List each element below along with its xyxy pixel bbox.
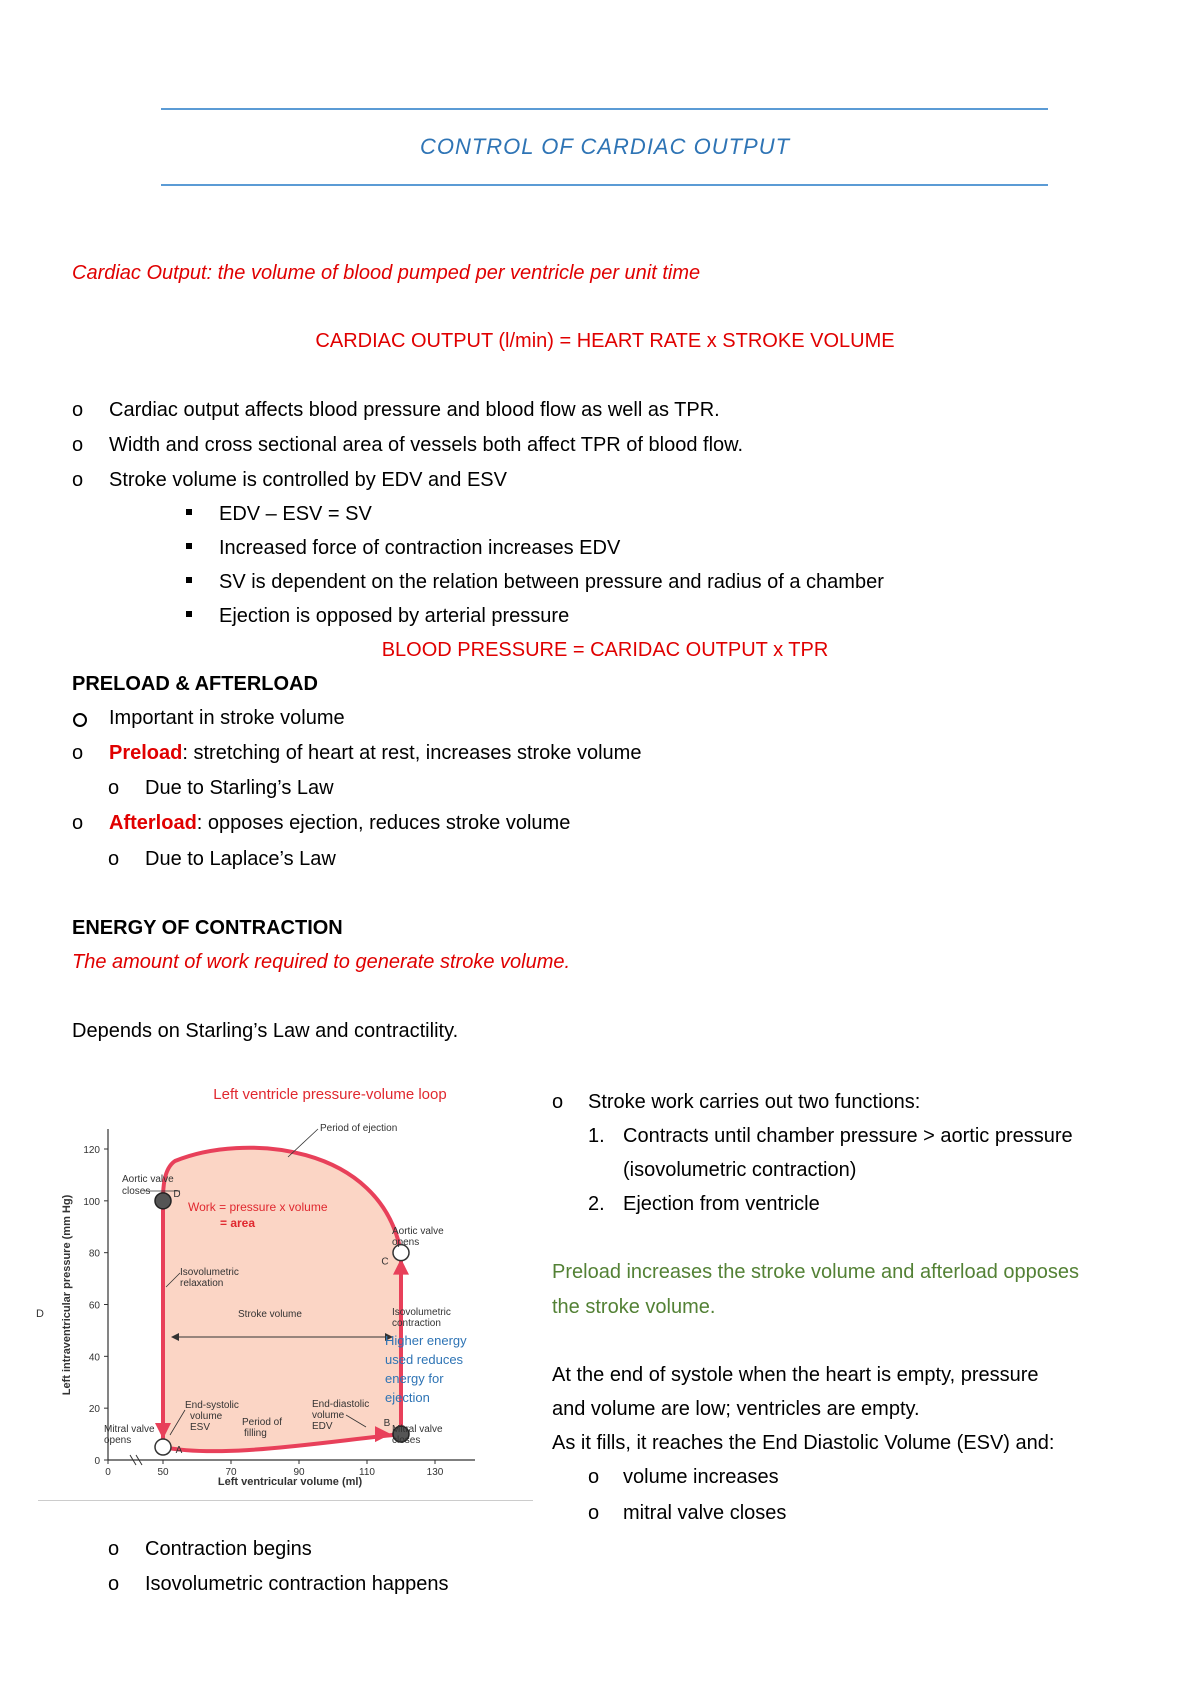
y-tick-label: 20 xyxy=(88,1404,100,1416)
y-tick-label: 120 xyxy=(83,1145,100,1156)
ann-stroke-volume: Stroke volume xyxy=(238,1309,302,1320)
bullet-text: Stroke volume is controlled by EDV and ESV xyxy=(109,469,507,491)
y-axis-label: Left intraventricular pressure (mm Hg) xyxy=(61,1194,73,1396)
ann-mitral-closes-2: closes xyxy=(392,1435,421,1446)
ann-aortic-opens-1: Aortic valve xyxy=(392,1226,444,1237)
bullet-text: Cardiac output affects blood pressure and blood flow as well as TPR. xyxy=(109,399,720,421)
figure-underline xyxy=(38,1500,533,1501)
preload-desc: : stretching of heart at rest, increases stroke volume xyxy=(182,742,642,764)
loop-point-a xyxy=(155,1439,171,1455)
bottom-item: Isovolumetric contraction happens xyxy=(145,1573,449,1595)
pv-loop-chart xyxy=(30,1075,540,1495)
ann-mitral-opens-1: Mitral valve xyxy=(104,1424,155,1435)
sub-item: mitral valve closes xyxy=(623,1502,787,1524)
ann-period-filling-1: Period of xyxy=(242,1417,283,1428)
num-2-text: Ejection from ventricle xyxy=(623,1193,820,1215)
ann-end-diastolic-1: End-diastolic xyxy=(312,1399,370,1410)
preload-heading: PRELOAD & AFTERLOAD xyxy=(72,673,318,695)
loop-point-label: D xyxy=(173,1188,181,1200)
bullet-text: Width and cross sectional area of vessels both affect TPR of blood flow. xyxy=(109,434,744,456)
systole-para-1: At the end of systole when the heart is empty, pressure xyxy=(552,1364,1039,1386)
green-statement-1: Preload increases the stroke volume and afterload opposes xyxy=(552,1261,1079,1283)
x-tick-label: 130 xyxy=(426,1467,444,1478)
ann-aortic-closes-2: closes xyxy=(122,1186,151,1197)
ann-higher-energy-1: Higher energy xyxy=(385,1333,467,1348)
ann-iso-relax-1: Isovolumetric xyxy=(180,1267,239,1278)
square-bullet xyxy=(186,611,192,617)
x-tick-label: 90 xyxy=(293,1467,305,1478)
y-tick-label: 40 xyxy=(88,1352,100,1364)
y-tick-label: 0 xyxy=(94,1456,100,1467)
ann-end-diastolic-2: volume xyxy=(312,1410,345,1421)
ann-higher-energy-2: used reduces xyxy=(385,1352,464,1367)
energy-depends: Depends on Starling’s Law and contractility. xyxy=(72,1020,459,1042)
ann-mitral-closes-1: Mitral valve xyxy=(392,1424,443,1435)
ann-area: = area xyxy=(220,1216,256,1230)
header-rule-top xyxy=(161,108,1048,110)
x-tick-label: 0 xyxy=(105,1467,111,1478)
preload-sub: Due to Starling’s Law xyxy=(145,777,334,799)
bullet-o: o xyxy=(72,742,84,764)
header-rule-bottom xyxy=(161,184,1048,186)
ann-period-filling-2: filling xyxy=(244,1428,267,1439)
ann-end-systolic-1: End-systolic xyxy=(185,1400,239,1411)
energy-heading: ENERGY OF CONTRACTION xyxy=(72,917,343,939)
num-1-text: Contracts until chamber pressure > aortic pressure xyxy=(623,1125,1073,1147)
ann-end-systolic-2: volume xyxy=(190,1411,223,1422)
sub-bullet-text: SV is dependent on the relation between pressure and radius of a chamber xyxy=(219,571,884,593)
bullet-o: o xyxy=(588,1466,600,1488)
cardiac-output-definition: Cardiac Output: the volume of blood pumped per ventricle per unit time xyxy=(72,262,701,284)
bold-circle-bullet xyxy=(73,713,87,727)
bullet-o: o xyxy=(588,1502,600,1524)
bullet-o: o xyxy=(72,399,84,421)
chart-title: Left ventricle pressure-volume loop xyxy=(213,1086,447,1103)
x-tick-label: 70 xyxy=(225,1467,237,1478)
loop-point-d xyxy=(155,1193,171,1209)
ann-iso-contract-2: contraction xyxy=(392,1318,441,1329)
preload-item: Important in stroke volume xyxy=(109,707,345,729)
ann-aortic-closes-1: Aortic valve xyxy=(122,1174,174,1185)
y-tick-label: 100 xyxy=(83,1196,100,1208)
square-bullet xyxy=(186,577,192,583)
loop-point-label: A xyxy=(175,1445,183,1457)
num-2-marker: 2. xyxy=(588,1193,605,1215)
sub-bullet-text: Ejection is opposed by arterial pressure xyxy=(219,605,570,627)
preload-term: Preload xyxy=(109,742,183,764)
loop-point-label: B xyxy=(383,1418,391,1430)
bottom-item: Contraction begins xyxy=(145,1538,312,1560)
x-tick-label: 110 xyxy=(359,1467,375,1478)
stroke-work-text: Stroke work carries out two functions: xyxy=(588,1091,921,1113)
bullet-o: o xyxy=(72,434,84,456)
sub-bullet-text: EDV – ESV = SV xyxy=(219,503,372,525)
bullet-o: o xyxy=(108,1538,120,1560)
ann-end-systolic-3: ESV xyxy=(190,1422,211,1433)
afterload-term: Afterload xyxy=(109,812,197,834)
bullet-o: o xyxy=(552,1091,564,1113)
ann-higher-energy-3: energy for xyxy=(385,1371,444,1386)
square-bullet xyxy=(186,509,192,515)
bullet-o: o xyxy=(72,469,84,491)
ann-higher-energy-4: ejection xyxy=(385,1390,430,1405)
y-tick-label: 80 xyxy=(88,1248,100,1260)
y-tick-label: 60 xyxy=(88,1300,100,1312)
bullet-o: o xyxy=(72,812,84,834)
ann-aortic-opens-2: opens xyxy=(392,1237,420,1248)
page-title: CONTROL OF CARDIAC OUTPUT xyxy=(419,134,791,159)
systole-para-3: As it fills, it reaches the End Diastolic Volume (ESV) and: xyxy=(552,1432,1055,1454)
bullet-o: o xyxy=(108,1573,120,1595)
ann-iso-relax-2: relaxation xyxy=(180,1278,224,1289)
green-statement-2: the stroke volume. xyxy=(552,1296,716,1318)
square-bullet xyxy=(186,543,192,549)
ann-side-mark: D xyxy=(36,1308,44,1320)
energy-definition: The amount of work required to generate stroke volume. xyxy=(72,951,571,973)
ann-mitral-opens-2: opens xyxy=(104,1435,132,1446)
afterload-item xyxy=(109,811,570,835)
preload-item xyxy=(109,741,641,765)
x-tick-label: 50 xyxy=(157,1467,169,1478)
ann-end-diastolic-3: EDV xyxy=(312,1421,333,1432)
loop-point-label: C xyxy=(381,1256,389,1268)
bullet-o: o xyxy=(108,777,120,799)
sub-bullet-text: Increased force of contraction increases EDV xyxy=(219,537,621,559)
num-1-cont: (isovolumetric contraction) xyxy=(623,1159,857,1181)
x-axis-label: Left ventricular volume (ml) xyxy=(217,1476,363,1488)
bullet-o: o xyxy=(108,848,120,870)
num-1-marker: 1. xyxy=(588,1125,605,1147)
systole-para-2: and volume are low; ventricles are empty. xyxy=(552,1398,920,1420)
ann-work: Work = pressure x volume xyxy=(188,1200,328,1214)
sub-item: volume increases xyxy=(623,1466,779,1488)
afterload-desc: : opposes ejection, reduces stroke volume xyxy=(196,812,571,834)
blood-pressure-formula: BLOOD PRESSURE = CARIDAC OUTPUT x TPR xyxy=(381,639,829,661)
cardiac-output-formula: CARDIAC OUTPUT (l/min) = HEART RATE x STROKE VOLUME xyxy=(315,330,895,352)
y-ticks xyxy=(83,1145,108,1467)
ann-iso-contract-1: Isovolumetric xyxy=(392,1307,451,1318)
ann-period-ejection: Period of ejection xyxy=(320,1123,398,1134)
afterload-sub: Due to Laplace’s Law xyxy=(145,848,336,870)
